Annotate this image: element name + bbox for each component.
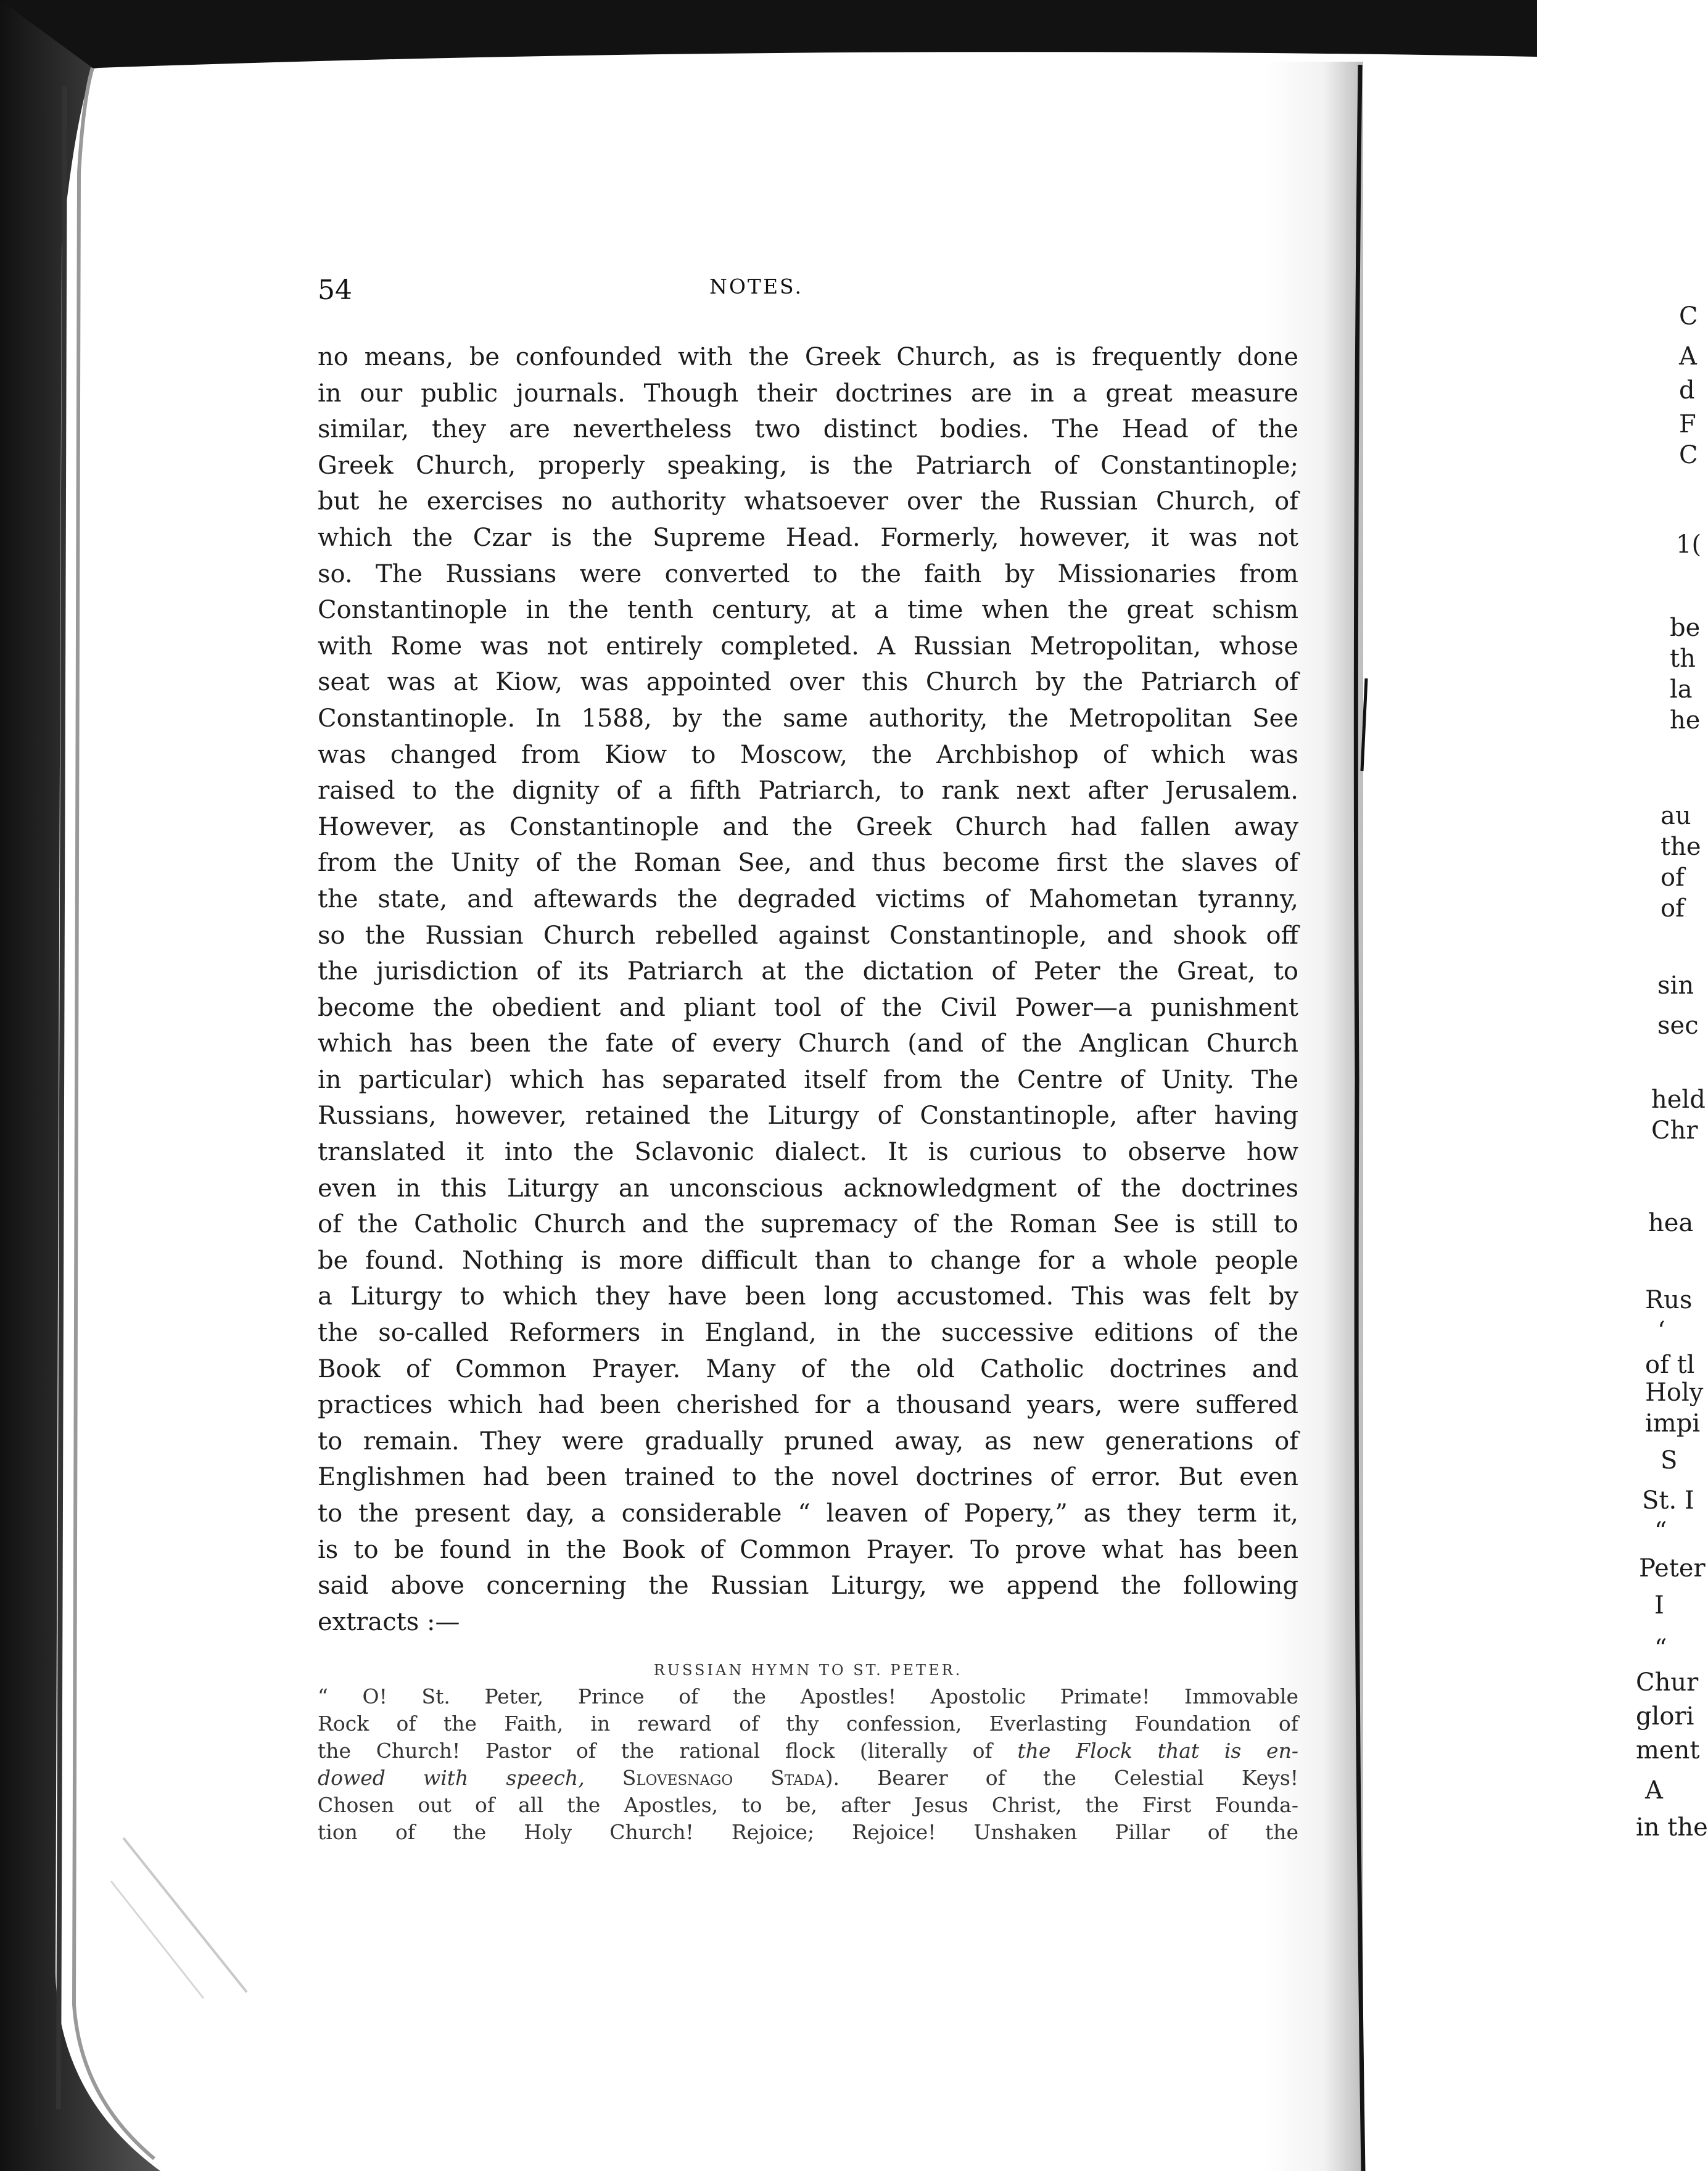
body-line: was changed from Kiow to Moscow, the Archbishop of which was [318,740,1298,769]
right-page-fragment: th [1670,645,1696,673]
body-line: seat was at Kiow, was appointed over this Church by the Patriarch of [318,668,1298,697]
right-page-fragment: sec [1657,1011,1699,1040]
extract-line: tion of the Holy Church! Rejoice; Rejoice! Unshaken Pillar of the [318,1820,1298,1845]
left-page [86,59,1351,2137]
extract-italic: dowed with speech, [318,1766,585,1790]
body-line: no means, be confounded with the Greek Church, as is frequently done [318,343,1298,371]
body-line: the jurisdiction of its Patriarch at the dictation of Peter the Great, to [318,957,1298,986]
right-page-fragment: A [1645,1776,1663,1805]
right-page-fragment: S [1661,1446,1678,1475]
right-page-fragment: I [1654,1591,1664,1620]
extract-text: ). Bearer of the Celestial Keys! [825,1766,1299,1790]
right-page-fragment: impi [1645,1409,1701,1438]
body-line: which has been the fate of every Church (and of the Anglican Church [318,1029,1298,1058]
body-line: of the Catholic Church and the supremacy of the Roman See is still to [318,1210,1298,1239]
right-page-fragment: Holy [1645,1378,1704,1407]
body-line: which the Czar is the Supreme Head. Formerly, however, it was not [318,523,1298,552]
body-line: Greek Church, properly speaking, is the Patriarch of Constantinople; [318,451,1298,480]
right-page-fragment: sin [1657,971,1694,1000]
right-page-fragment: C [1679,302,1698,331]
body-line: in particular) which has separated itself from the Centre of Unity. The [318,1065,1298,1094]
extract-line: Chosen out of all the Apostles, to be, after Jesus Christ, the First Founda- [318,1793,1298,1818]
right-page-fragment: St. I [1642,1486,1694,1515]
extract-small-caps: Slovesnago Stada [584,1766,825,1790]
right-page-fragment: be [1670,614,1701,642]
extract-line: “ O! St. Peter, Prince of the Apostles! Apostolic Primate! Immovable [318,1684,1298,1709]
right-page-fragment: Chr [1651,1116,1698,1145]
extract-line [318,1737,1298,1765]
hymn-caption: RUSSIAN HYMN TO ST. PETER. [653,1662,963,1679]
right-page-fragment: C [1679,441,1698,469]
body-line: to the present day, a considerable “ leaven of Popery,” as they term it, [318,1499,1298,1528]
right-page-fragment: F [1679,410,1696,439]
page-number: 54 [318,274,352,306]
right-page-fragment: Rus [1645,1286,1693,1314]
body-line: to remain. They were gradually pruned away, as new generations of [318,1427,1298,1456]
right-page-fragment: of [1661,863,1685,892]
right-page-fragment: “ [1654,1634,1667,1663]
body-line: However, as Constantinople and the Greek Church had fallen away [318,812,1298,841]
body-line: Englishmen had been trained to the novel doctrines of error. But even [318,1463,1298,1492]
running-title: NOTES. [709,274,803,299]
body-line: but he exercises no authority whatsoever over the Russian Church, of [318,487,1298,516]
right-page-fragment: the [1661,833,1701,861]
right-page-fragment: glori [1636,1702,1694,1731]
body-line: is to be found in the Book of Common Prayer. To prove what has been [318,1535,1298,1564]
body-line: similar, they are nevertheless two distinct bodies. The Head of the [318,415,1298,444]
body-line: the state, and aftewards the degraded victims of Mahometan tyranny, [318,884,1298,913]
body-line: Book of Common Prayer. Many of the old Catholic doctrines and [318,1354,1298,1383]
right-page-fragment: 1( [1676,530,1702,559]
body-line: so. The Russians were converted to the faith by Missionaries from [318,559,1298,588]
body-line: Russians, however, retained the Liturgy of Constantinople, after having [318,1102,1298,1131]
body-line: Constantinople in the tenth century, at a time when the great schism [318,596,1298,625]
page-header [86,274,1351,311]
body-line: a Liturgy to which they have been long accustomed. This was felt by [318,1282,1298,1311]
body-line: even in this Liturgy an unconscious acknowledgment of the doctrines [318,1174,1298,1203]
right-page-fragment: A [1679,342,1697,371]
body-line: be found. Nothing is more difficult than to change for a whole people [318,1246,1298,1275]
right-page-fragment: he [1670,706,1701,735]
right-page-fragment: of [1661,894,1685,923]
body-line: become the obedient and pliant tool of the Civil Power—a punishment [318,993,1298,1022]
body-line: the so-called Reformers in England, in the successive editions of the [318,1319,1298,1348]
body-line: raised to the dignity of a fifth Patriarch, to rank next after Jerusalem. [318,777,1298,805]
right-page-fragment: Peter [1639,1554,1706,1583]
body-line: from the Unity of the Roman See, and thus become first the slaves of [318,849,1298,878]
extract-italic: the Flock that is en- [1017,1739,1298,1763]
body-line: in our public journals. Though their doctrines are in a great measure [318,379,1298,408]
right-page-fragment: ment [1636,1736,1700,1765]
body-line: extracts :— [318,1607,460,1636]
right-page-fragment: au [1661,802,1691,830]
right-page-fragment: la [1670,675,1693,704]
hymn-extract [318,1683,1298,1846]
body-paragraph [318,339,1298,1640]
right-page-fragment: d [1679,376,1695,405]
right-page-fragment: held [1651,1086,1706,1114]
body-line: said above concerning the Russian Liturgy, we append the following [318,1572,1298,1600]
right-page-fragment: of tl [1645,1351,1695,1379]
notes-body [318,339,1298,1846]
body-line: Constantinople. In 1588, by the same authority, the Metropolitan See [318,704,1298,733]
right-page-fragment: Chur [1636,1668,1699,1697]
right-page-fragment: ‘ [1657,1317,1665,1345]
body-line: with Rome was not entirely completed. A Russian Metropolitan, whose [318,632,1298,661]
right-page-fragment: in the [1636,1813,1708,1842]
extract-line [318,1765,1298,1792]
right-page-fragment: hea [1648,1209,1694,1237]
right-page-fragment: “ [1654,1517,1667,1546]
body-line: practices which had been cherished for a thousand years, were suffered [318,1391,1298,1420]
body-line: so the Russian Church rebelled against Constantinople, and shook off [318,921,1298,950]
extract-text: the Church! Pastor of the rational flock (literally of [318,1739,1018,1763]
right-page-sliver [1371,56,1708,2165]
body-line: translated it into the Sclavonic dialect. It is curious to observe how [318,1138,1298,1167]
extract-line: Rock of the Faith, in reward of thy confession, Everlasting Foundation of [318,1712,1298,1736]
